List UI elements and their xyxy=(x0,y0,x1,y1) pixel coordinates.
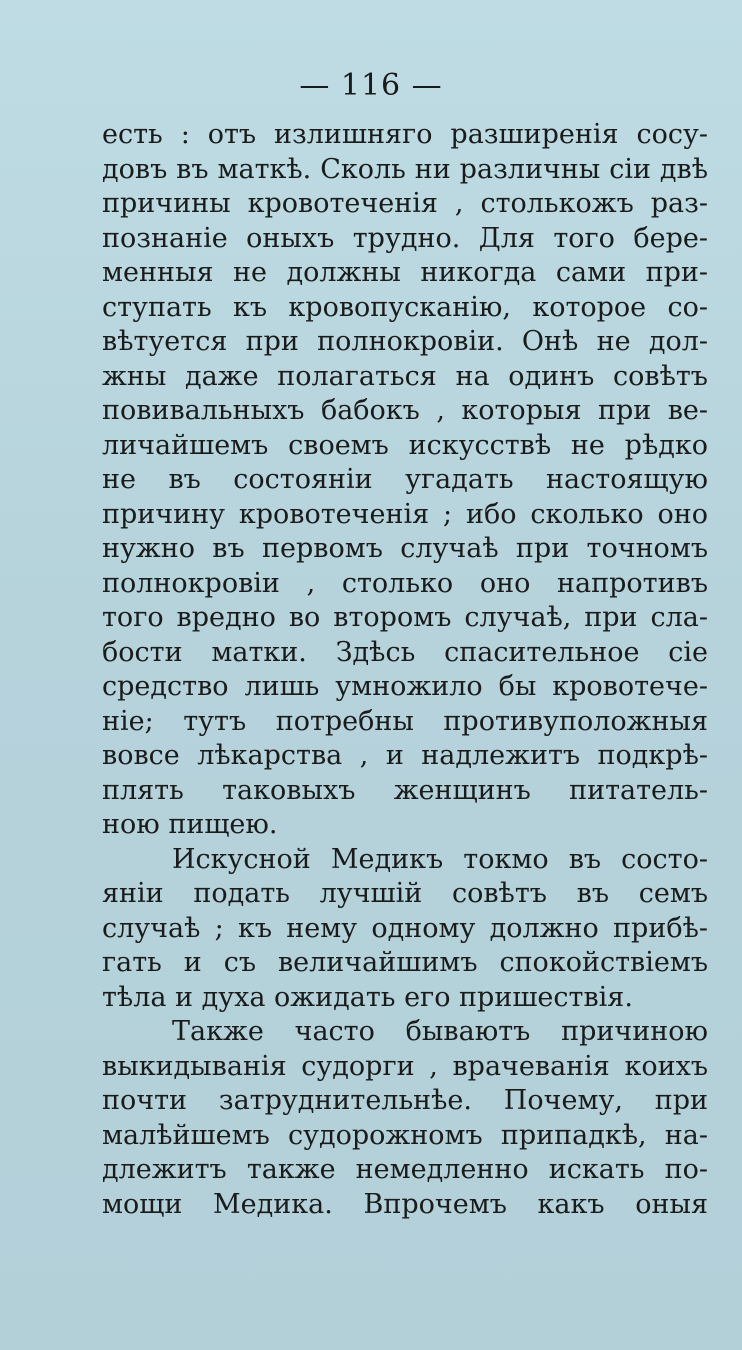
text-line: причины кровотеченія , столькожъ раз- xyxy=(102,188,708,219)
text-line: нужно въ первомъ случаѣ при точномъ xyxy=(102,533,708,564)
text-line: менныя не должны никогда сами при- xyxy=(102,257,708,288)
text-line: бости матки. Здѣсь спасительное сіе xyxy=(102,636,708,668)
text-line: жны даже полагаться на одинъ совѣтъ xyxy=(102,360,708,392)
text-line: малѣйшемъ судорожномъ припадкѣ, на- xyxy=(102,1119,708,1151)
text-line: познаніе оныхъ трудно. Для того бере- xyxy=(102,222,708,254)
text-line: ступать къ кровопусканію, которое со- xyxy=(102,291,708,323)
text-line: выкидыванія судорги , врачеванія коихъ xyxy=(102,1050,708,1082)
text-line: случаѣ ; къ нему одному должно прибѣ- xyxy=(102,912,708,944)
text-line: личайшемъ своемъ искусствѣ не рѣдко xyxy=(102,429,708,461)
text-line: мощи Медика. Впрочемъ какъ оныя xyxy=(102,1188,708,1220)
text-line: плять таковыхъ женщинъ питатель- xyxy=(102,774,708,806)
text-line: причину кровотеченія ; ибо сколько оно xyxy=(102,498,708,530)
text-line: не въ состояніи угадать настоящую xyxy=(102,464,708,495)
text-line: вовсе лѣкарства , и надлежитъ подкрѣ- xyxy=(102,740,708,771)
text-line: вѣтуется при полнокровіи. Онѣ не дол- xyxy=(102,326,708,357)
text-line: ніе; тутъ потребны противуположныя xyxy=(102,705,708,737)
text-line: яніи подать лучшій совѣтъ въ семъ xyxy=(102,878,708,909)
text-line: длежитъ также немедленно искать по- xyxy=(102,1154,708,1185)
text-line: почти затруднительнѣе. Почему, при xyxy=(102,1085,708,1116)
paragraph-first-line: Также часто бываютъ причиною xyxy=(172,1016,708,1047)
text-line: есть : отъ излишняго разширенія сосу- xyxy=(102,119,708,150)
text-line: гать и съ величайшимъ спокойствіемъ xyxy=(102,947,708,978)
paragraph-end-line: ною пищею. xyxy=(102,809,278,840)
text-line: полнокровіи , столько оно напротивъ xyxy=(102,567,708,599)
body-text xyxy=(102,118,708,1222)
text-line: средство лишь умножило бы кровотече- xyxy=(102,671,708,702)
paragraph-end-line: тѣла и духа ожидать его пришествія. xyxy=(102,981,633,1013)
text-line: того вредно во второмъ случаѣ, при сла- xyxy=(102,602,708,633)
paragraph-first-line: Искусной Медикъ токмо въ состо- xyxy=(172,843,708,875)
text-line: повивальныхъ бабокъ , которыя при ве- xyxy=(102,395,708,426)
text-line: довъ въ маткѣ. Сколь ни различны сіи двѣ xyxy=(102,153,708,185)
page-number: — 116 — xyxy=(299,68,443,103)
